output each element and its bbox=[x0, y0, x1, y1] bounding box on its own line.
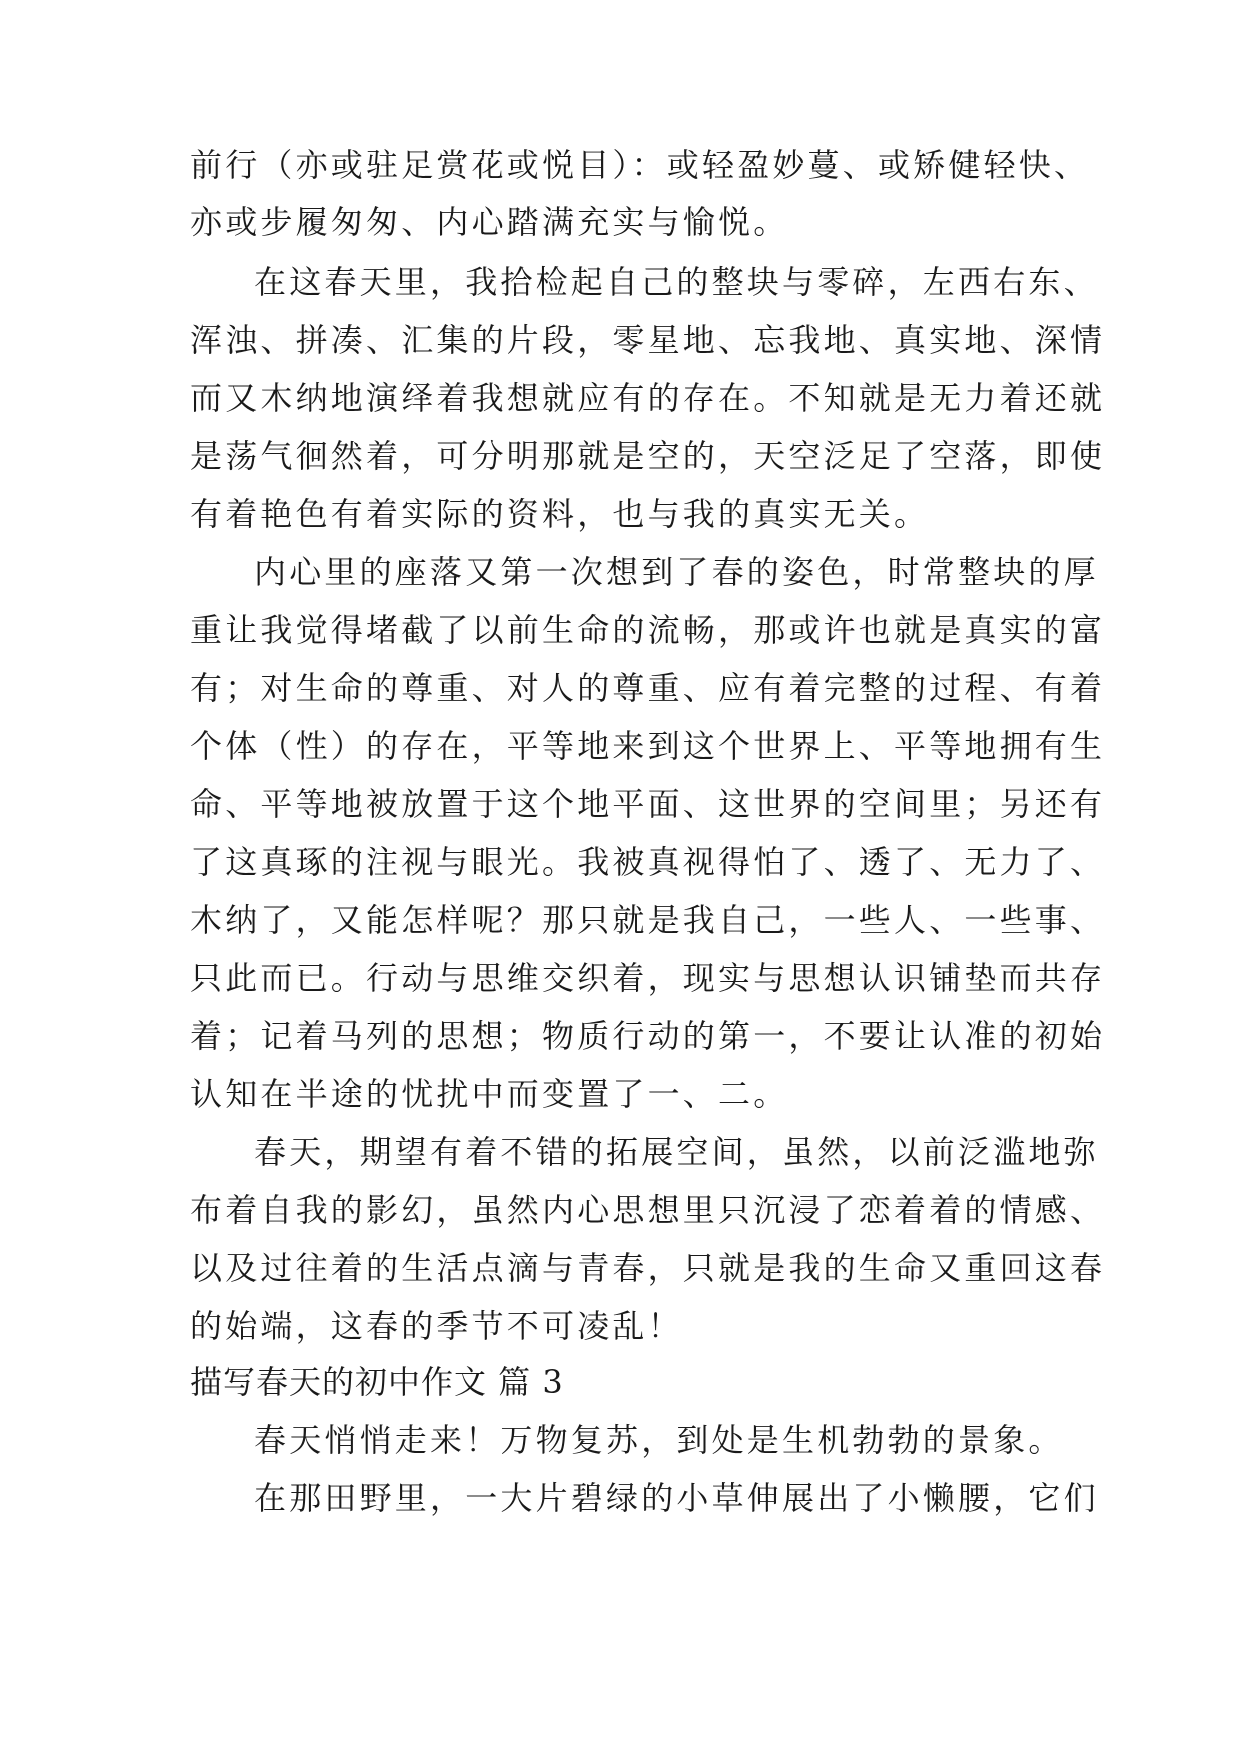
paragraph-2-line-1: 在这春天里，我拾检起自己的整块与零碎，左西右东、 bbox=[254, 263, 1099, 301]
paragraph-3-line-2: 重让我觉得堵截了以前生命的流畅，那或许也就是真实的富 bbox=[190, 611, 1106, 649]
paragraph-4-line-4: 的始端，这春的季节不可凌乱！ bbox=[190, 1307, 683, 1345]
paragraph-3-line-10: 认知在半途的忧扰中而变置了一、二。 bbox=[190, 1075, 789, 1113]
paragraph-4-line-2: 布着自我的影幻，虽然内心思想里只沉浸了恋着着的情感、 bbox=[190, 1191, 1106, 1229]
paragraph-4-line-1: 春天，期望有着不错的拓展空间，虽然，以前泛滥地弥 bbox=[254, 1133, 1099, 1171]
paragraph-2-line-2: 浑浊、拼凑、汇集的片段，零星地、忘我地、真实地、深情 bbox=[190, 321, 1106, 359]
paragraph-3-line-4: 个体（性）的存在，平等地来到这个世界上、平等地拥有生 bbox=[190, 727, 1106, 765]
paragraph-5-line-1: 春天悄悄走来！万物复苏，到处是生机勃勃的景象。 bbox=[254, 1421, 1064, 1459]
section-heading: 描写春天的初中作文 篇 3 bbox=[190, 1363, 564, 1401]
paragraph-3-line-9: 着；记着马列的思想；物质行动的第一，不要让认准的初始 bbox=[190, 1017, 1106, 1055]
paragraph-1-line-1: 前行（亦或驻足赏花或悦目）：或轻盈妙蔓、或矫健轻快、 bbox=[190, 146, 1090, 184]
paragraph-3-line-8: 只此而已。行动与思维交织着，现实与思想认识铺垫而共存 bbox=[190, 959, 1106, 997]
paragraph-3-line-3: 有；对生命的尊重、对人的尊重、应有着完整的过程、有着 bbox=[190, 669, 1106, 707]
paragraph-2-line-5: 有着艳色有着实际的资料，也与我的真实无关。 bbox=[190, 495, 930, 533]
paragraph-4-line-3: 以及过往着的生活点滴与青春，只就是我的生命又重回这春 bbox=[190, 1249, 1106, 1287]
paragraph-3-line-5: 命、平等地被放置于这个地平面、这世界的空间里；另还有 bbox=[190, 785, 1106, 823]
paragraph-3-line-7: 木纳了，又能怎样呢？那只就是我自己，一些人、一些事、 bbox=[190, 901, 1106, 939]
paragraph-1-line-2: 亦或步履匆匆、内心踏满充实与愉悦。 bbox=[190, 203, 789, 241]
paragraph-2-line-3: 而又木纳地演绎着我想就应有的存在。不知就是无力着还就 bbox=[190, 379, 1106, 417]
paragraph-2-line-4: 是荡气徊然着，可分明那就是空的，天空泛足了空落，即使 bbox=[190, 437, 1106, 475]
paragraph-3-line-6: 了这真琢的注视与眼光。我被真视得怕了、透了、无力了、 bbox=[190, 843, 1106, 881]
paragraph-6-line-1: 在那田野里，一大片碧绿的小草伸展出了小懒腰，它们 bbox=[254, 1479, 1099, 1517]
paragraph-3-line-1: 内心里的座落又第一次想到了春的姿色，时常整块的厚 bbox=[254, 553, 1099, 591]
